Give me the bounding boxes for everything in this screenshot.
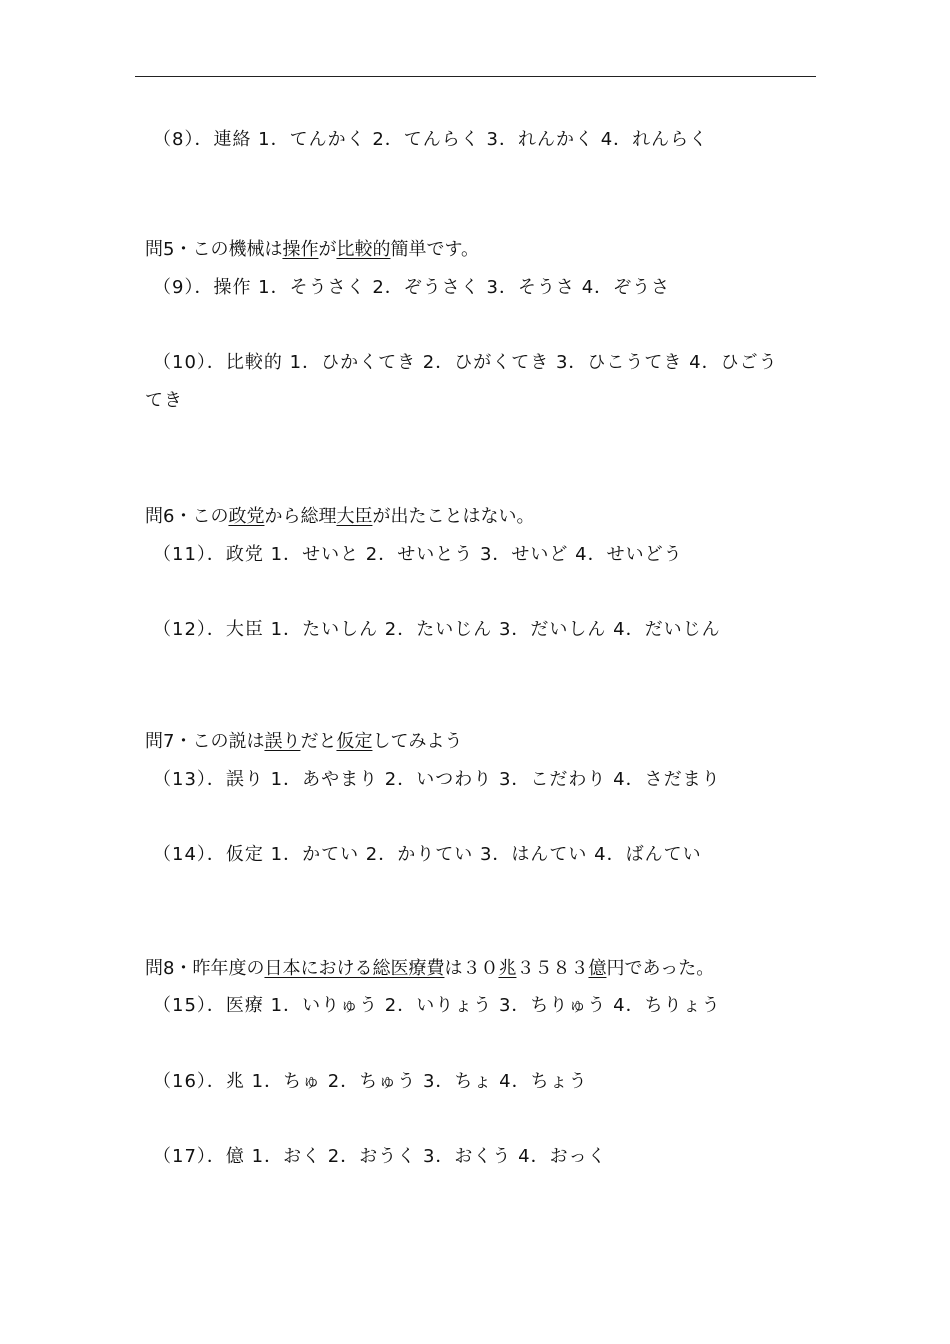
stem-text: から総理: [264, 506, 337, 527]
underlined-term: 操作: [282, 239, 319, 260]
underlined-term: 比較的: [336, 239, 391, 260]
problem-6-stem: [145, 505, 534, 529]
underlined-term: 政党: [228, 506, 265, 527]
stem-text: 円であった。: [606, 958, 715, 979]
question-10-continuation: てき: [145, 390, 183, 411]
stem-text: 問6・この: [145, 506, 229, 527]
underlined-term: 日本における総医療費: [264, 958, 445, 979]
problem-7-stem: [145, 730, 462, 754]
stem-text: は３０: [444, 958, 499, 979]
stem-text: 問7・この説は: [145, 731, 265, 752]
question-17: （17）．億 1．おく 2．おうく 3．おくう 4．おっく: [153, 1146, 607, 1167]
question-12: （12）．大臣 1．たいしん 2．たいじん 3．だいしん 4．だいじん: [153, 619, 721, 640]
problem-5-stem: [145, 238, 479, 262]
question-9: （9）．操作 1．そうさく 2．ぞうさく 3．そうさ 4．ぞうさ: [153, 277, 671, 298]
underlined-term: 兆: [498, 958, 517, 979]
stem-text: してみよう: [372, 731, 463, 752]
problem-8-stem: [145, 957, 714, 981]
stem-text: が出たことはない。: [372, 506, 535, 527]
stem-text: が: [318, 239, 337, 260]
question-16: （16）．兆 1．ちゅ 2．ちゅう 3．ちょ 4．ちょう: [153, 1071, 588, 1092]
question-10: （10）．比較的 1．ひかくてき 2．ひがくてき 3．ひこうてき 4．ひごう: [153, 352, 778, 373]
question-13: （13）．誤り 1．あやまり 2．いつわり 3．こだわり 4．さだまり: [153, 769, 721, 790]
question-15: （15）．医療 1．いりゅう 2．いりょう 3．ちりゅう 4．ちりょう: [153, 995, 721, 1016]
question-11: （11）．政党 1．せいと 2．せいとう 3．せいど 4．せいどう: [153, 544, 683, 565]
stem-text: 簡単です。: [390, 239, 480, 260]
question-8: （8）．連絡 1．てんかく 2．てんらく 3．れんかく 4．れんらく: [153, 129, 709, 150]
stem-text: だと: [300, 731, 337, 752]
stem-text: 問8・昨年度の: [145, 958, 265, 979]
underlined-term: 億: [588, 958, 607, 979]
stem-text: ３５８３: [516, 958, 589, 979]
header-rule: [135, 76, 816, 77]
stem-text: 問5・この機械は: [145, 239, 283, 260]
question-14: （14）．仮定 1．かてい 2．かりてい 3．はんてい 4．ばんてい: [153, 844, 702, 865]
underlined-term: 仮定: [336, 731, 373, 752]
underlined-term: 大臣: [336, 506, 373, 527]
underlined-term: 誤り: [264, 731, 301, 752]
